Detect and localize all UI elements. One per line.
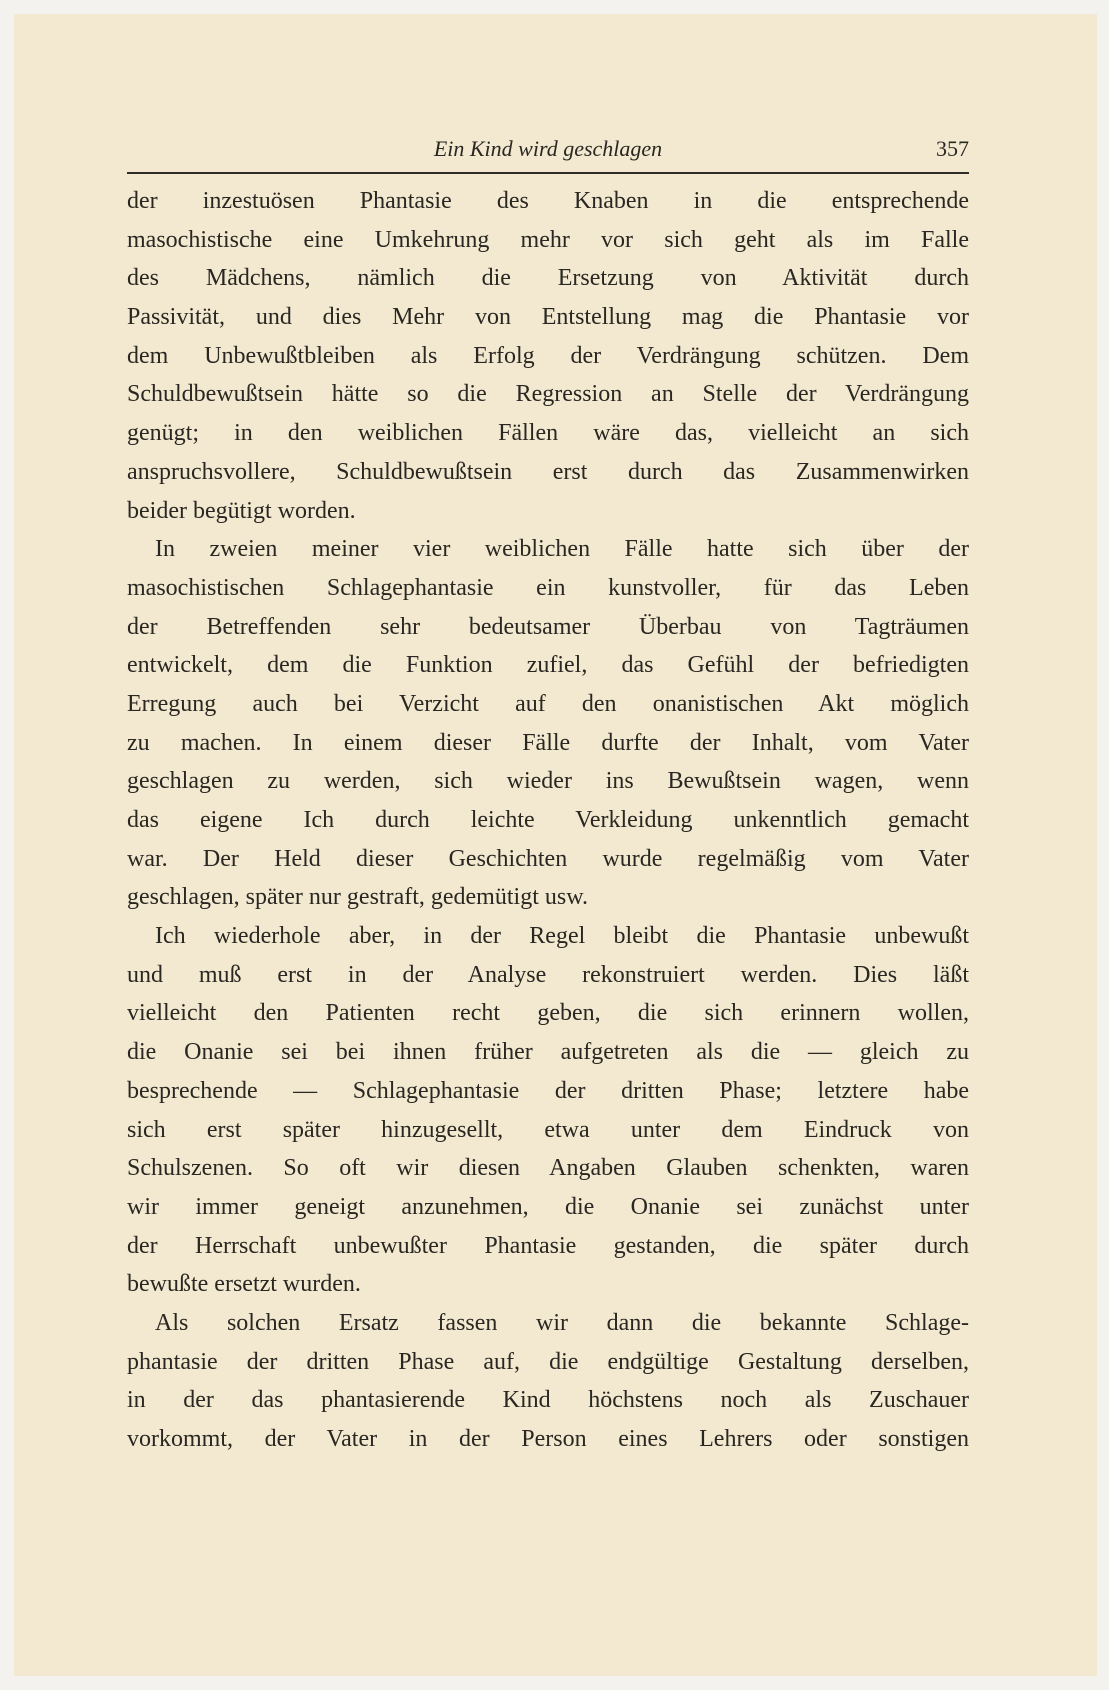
text-line: des Mädchens, nämlich die Ersetzung von Aktivität durch xyxy=(127,265,969,292)
text-line: masochistischen Schlagephantasie ein kunstvoller, für das Leben xyxy=(127,574,969,601)
paragraph xyxy=(127,1304,969,1459)
page-number: 357 xyxy=(936,136,969,161)
text-line: beider begütigt worden. xyxy=(127,497,356,524)
text-line: Schulszenen. So oft wir diesen Angaben Glauben schenkten, waren xyxy=(127,1155,969,1182)
text-line: entwickelt, dem die Funktion zufiel, das Gefühl der befriedigten xyxy=(127,652,969,679)
header-rule xyxy=(127,172,969,174)
text-line: in der das phantasierende Kind höchstens noch als Zuschauer xyxy=(127,1387,969,1414)
paragraph xyxy=(127,530,969,917)
text-line: geschlagen zu werden, sich wieder ins Bewußtsein wagen, wenn xyxy=(127,768,969,795)
text-line: genügt; in den weiblichen Fällen wäre das, vielleicht an sich xyxy=(127,420,969,447)
text-line: das eigene Ich durch leichte Verkleidung unkenntlich gemacht xyxy=(127,807,969,833)
text-line: vielleicht den Patienten recht geben, die sich erinnern wollen, xyxy=(127,1000,969,1027)
text-line: phantasie der dritten Phase auf, die endgültige Gestaltung derselben, xyxy=(127,1348,969,1375)
text-line: geschlagen, später nur gestraft, gedemütigt usw. xyxy=(127,884,588,911)
text-line: und muß erst in der Analyse rekonstruiert werden. Dies läßt xyxy=(127,961,969,988)
text-line: zu machen. In einem dieser Fälle durfte der Inhalt, vom Vater xyxy=(127,729,969,756)
text-line: dem Unbewußtbleiben als Erfolg der Verdrängung schützen. Dem xyxy=(127,342,969,369)
text-line: Schuldbewußtsein hätte so die Regression an Stelle der Verdrängung xyxy=(127,381,969,408)
running-header xyxy=(127,136,969,166)
chapter-title: Ein Kind wird geschlagen xyxy=(433,136,663,161)
text-line: sich erst später hinzugesellt, etwa unter dem Eindruck von xyxy=(127,1116,969,1143)
text-line: Ich wiederhole aber, in der Regel bleibt die Phantasie unbewußt xyxy=(155,923,969,950)
text-line: bewußte ersetzt wurden. xyxy=(127,1271,361,1298)
text-line: In zweien meiner vier weiblichen Fälle hatte sich über der xyxy=(155,536,969,563)
paragraph xyxy=(127,182,969,530)
text-line: vorkommt, der Vater in der Person eines Lehrers oder sonstigen xyxy=(127,1426,969,1452)
text-line: der Betreffenden sehr bedeutsamer Überbau von Tagträumen xyxy=(127,613,969,640)
text-line: Erregung auch bei Verzicht auf den onanistischen Akt möglich xyxy=(127,690,969,717)
text-line: war. Der Held dieser Geschichten wurde regelmäßig vom Vater xyxy=(127,845,969,872)
text-line: masochistische eine Umkehrung mehr vor sich geht als im Falle xyxy=(127,226,969,253)
text-line: der inzestuösen Phantasie des Knaben in die entsprechende xyxy=(127,188,969,214)
text-line: der Herrschaft unbewußter Phantasie gestanden, die später durch xyxy=(127,1232,969,1259)
text-line: besprechende — Schlagephantasie der dritten Phase; letztere habe xyxy=(127,1077,969,1104)
body-text xyxy=(127,182,969,1459)
text-line: wir immer geneigt anzunehmen, die Onanie sei zunächst unter xyxy=(127,1193,969,1220)
text-line: Passivität, und dies Mehr von Entstellung mag die Phantasie vor xyxy=(127,304,969,331)
text-line: anspruchsvollere, Schuldbewußtsein erst durch das Zusammenwirken xyxy=(127,458,969,485)
book-page xyxy=(14,14,1097,1676)
text-line: Als solchen Ersatz fassen wir dann die bekannte Schlage- xyxy=(155,1309,969,1336)
paragraph xyxy=(127,917,969,1304)
text-line: die Onanie sei bei ihnen früher aufgetreten als die — gleich zu xyxy=(127,1039,969,1066)
